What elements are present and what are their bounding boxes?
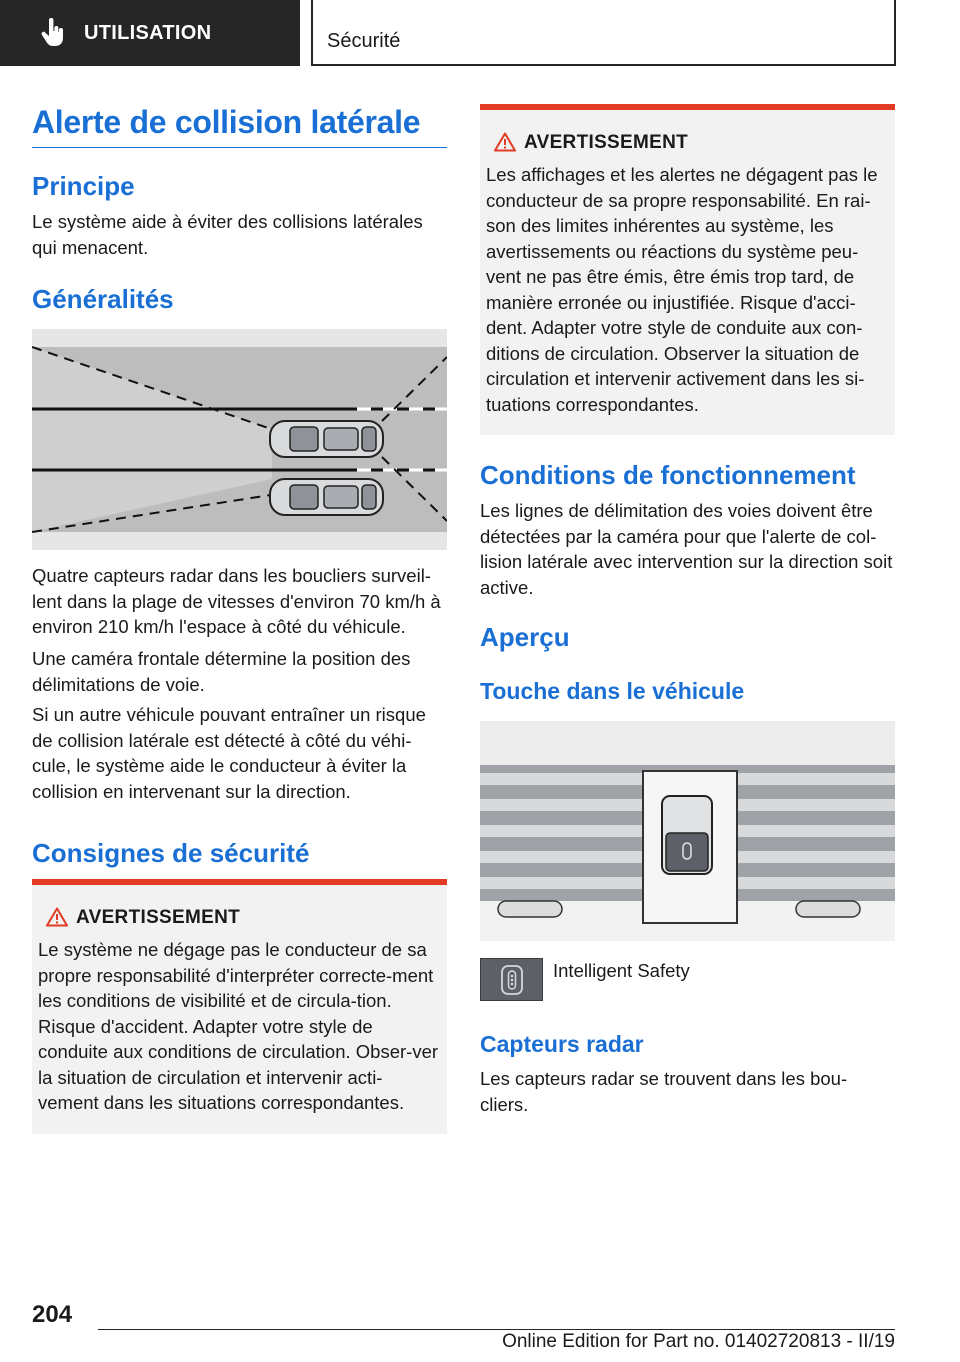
heading-conditions: Conditions de fonctionnement — [480, 460, 856, 490]
header-section-label: UTILISATION — [84, 21, 212, 44]
heading-generalites: Généralités — [32, 284, 174, 314]
warning-title-right: AVERTISSEMENT — [524, 132, 689, 153]
road-diagram — [32, 329, 447, 550]
touch-hand-icon — [40, 18, 66, 48]
warning-title-left: AVERTISSEMENT — [76, 907, 241, 928]
vent-diagram — [480, 721, 895, 941]
header-subsection-label: Sécurité — [327, 30, 401, 52]
heading-touche: Touche dans le véhicule — [480, 678, 745, 704]
page-title: Alerte de collision latérale — [32, 104, 421, 140]
warning-box-left — [32, 879, 447, 1134]
lane-radar-illustration — [32, 329, 447, 550]
intelligent-safety-icon — [481, 959, 544, 1002]
heading-principe: Principe — [32, 171, 135, 201]
car-lower — [270, 479, 383, 515]
footer-divider — [98, 1329, 895, 1330]
page-number: 204 — [32, 1301, 73, 1328]
title-divider — [32, 147, 447, 148]
text-principe: Le système aide à éviter des collisions latérales qui menacent. — [32, 211, 423, 258]
header-section-tab[interactable] — [0, 0, 300, 66]
header-subsection-box — [311, 0, 896, 66]
text-camera: Une caméra frontale détermine la position des délimitations de voie. — [32, 648, 411, 695]
text-capteurs: Les capteurs radar se trouvent dans les bou-cliers. — [480, 1068, 848, 1115]
warning-triangle-icon — [494, 132, 516, 152]
button-label: Intelligent Safety — [553, 960, 690, 981]
warning-text-right: Les affichages et les alertes ne dégagent pas le conducteur de sa propre responsabilité. En rai-son des limites inhérentes au système, les avertissements ou réactions du système peu-vent ne pas être émis, être émis trop tard, de manière erronée ou injustifiée. Risque d'acci-dent. Adapter votre style de conduite aux con-ditions de circulation. Observer la situation de circulation et intervenir activement dans les si-tuations correspondantes. — [486, 164, 878, 415]
heading-apercu: Aperçu — [480, 622, 570, 652]
footer-edition: Online Edition for Part no. 01402720813 - II/19 — [502, 1331, 895, 1352]
car-upper — [270, 421, 383, 457]
text-radar-sensors: Quatre capteurs radar dans les boucliers surveil-lent dans la plage de vitesses d'environ 70 km/h à environ 210 km/h l'espace à côté du véhicule. — [32, 565, 441, 637]
heading-capteurs: Capteurs radar — [480, 1031, 644, 1057]
warning-box-right — [480, 104, 895, 435]
dashboard-button-illustration — [480, 721, 895, 941]
text-collision-help: Si un autre véhicule pouvant entraîner un risque de collision latérale est détecté à côté du véhi-cule, le système aide le conducteur à éviter la collision en intervenant sur la direction. — [32, 704, 426, 802]
intelligent-safety-button[interactable] — [480, 958, 543, 1001]
heading-consignes: Consignes de sécurité — [32, 838, 310, 868]
warning-text-left: Le système ne dégage pas le conducteur de sa propre responsabilité d'interpréter correcte-ment les conditions de visibilité et de circula-tion. Risque d'accident. Adapter votre style de conduite aux conditions de circulation. Obser-ver la situation de circulation et intervenir acti-vement dans les situations correspondantes. — [38, 939, 439, 1113]
warning-triangle-icon — [46, 907, 68, 927]
text-conditions: Les lignes de délimitation des voies doivent être détectées par la caméra pour que l'alerte de col-lision latérale avec intervention sur la direction soit active. — [480, 500, 893, 598]
